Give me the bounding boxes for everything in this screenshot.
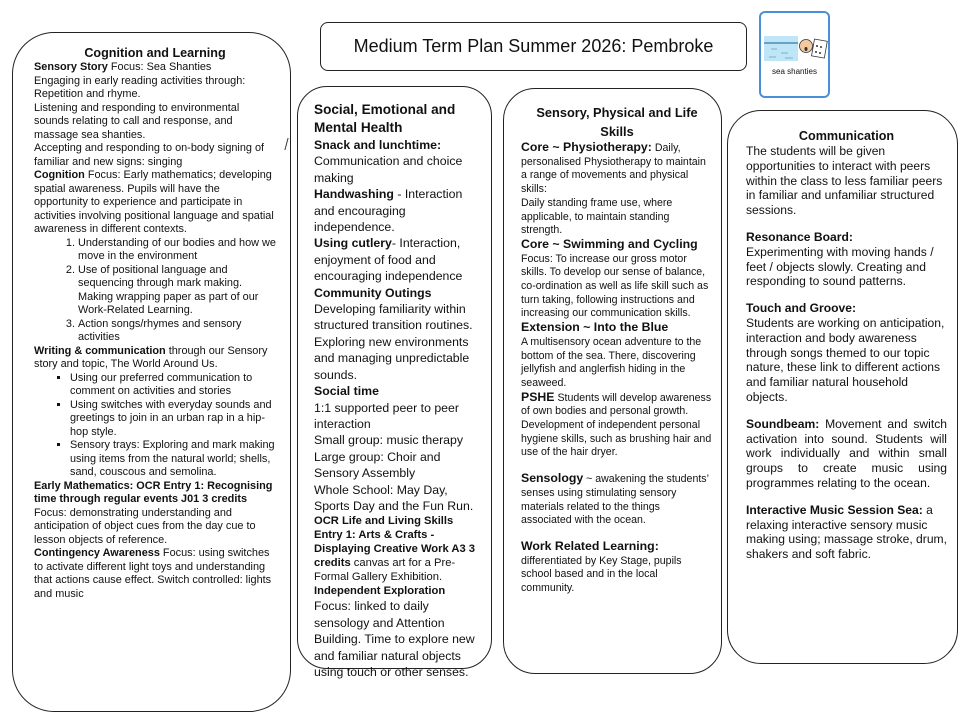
body-text: Students are working on anticipation, interaction and body awareness through songs themed to our topic nature, these link to different actions and familiar natural household objects. (746, 315, 945, 404)
list-item: 3. Action songs/rhymes and sensory activities (78, 318, 276, 345)
paragraph (521, 141, 713, 197)
paragraph (746, 301, 947, 316)
paragraph (521, 238, 713, 253)
body-text: a relaxing interactive sensory music making using; massage stroke, drum, shakers and soft fabric. (746, 502, 947, 562)
heading-text: Using cutlery (314, 236, 392, 251)
heading-text: Social time (314, 384, 379, 399)
list-item: ▪ Using our preferred communication to comment on activities and stories (70, 372, 276, 399)
heading-text: Independent Exploration (314, 585, 446, 598)
body-text: Developing familiarity within structured transition routines. Exploring new environments and managing unpredictable sounds. (314, 302, 473, 382)
body-text: Daily standing frame use, where applicable, to maintain standing strength. (521, 196, 673, 237)
paragraph (314, 153, 483, 186)
paragraph (314, 235, 483, 284)
body-text: Development of independent personal hygiene skills, such as brushing hair and use of the hair dryer. (521, 419, 712, 459)
section-social-emotional-mental-health (297, 86, 492, 679)
heading-text: Sensology (521, 471, 584, 486)
section-communication (727, 110, 958, 664)
paragraph (521, 336, 713, 391)
body-text: Focus: To increase our gross motor skills. To develop our sense of balance, co-ordination as well as life skill such as turn taking, following instructions and increasing our communication skills. (521, 252, 709, 320)
paragraph (34, 547, 276, 601)
heading-text: Early Mathematics: OCR Entry 1: Recognising time through regular events J01 3 credits (34, 479, 273, 505)
body-text: Daily, personalised Physiotherapy to maintain a range of movements and physical skills: (521, 142, 706, 196)
paragraph (746, 417, 947, 491)
body-text: Focus: demonstrating understanding and anticipation of object cues from the day cue to lesson objects of reference. (34, 506, 256, 546)
body-text: Focus: linked to daily sensology and Attention Building. Time to explore new and familiar natural objects using touch or other senses. (314, 599, 475, 679)
body-text: Accepting and responding to on-body signing of familiar and new signs: singing (34, 142, 265, 168)
paragraph (314, 514, 483, 584)
paragraph (521, 253, 713, 322)
heading-text: Contingency Awareness (34, 547, 160, 559)
paragraph (314, 301, 483, 383)
paragraph (521, 555, 713, 596)
body-text: Listening and responding to environmental sounds relating to call and response, and massage sea shanties. (34, 101, 240, 141)
paragraph (746, 245, 947, 289)
bullet-list (34, 372, 276, 480)
section-title: Communication (798, 129, 895, 143)
paragraph (34, 61, 276, 75)
heading-text: Resonance Board: (746, 229, 853, 244)
list-item: 1. Understanding of our bodies and how we move in the environment (78, 237, 276, 264)
body-text: - Interaction, enjoyment of food and encouraging independence (314, 236, 463, 284)
section-title: Social, Emotional and Mental Health (314, 102, 456, 135)
body-text: Communication and choice making (314, 154, 463, 185)
paragraph (34, 345, 276, 372)
section-title: Cognition and Learning (84, 46, 226, 60)
body-text: A multisensory ocean adventure to the bottom of the sea. There, discovering jellyfish and anglerfish hiding in the seaweed. (521, 335, 702, 389)
body-text: Focus: Early mathematics; developing spatial awareness. Pupils will have the opportunity to experience and participate in activities involving positional language and spatial awareness in different contexts. (34, 169, 274, 235)
list-item: 2. Use of positional language and sequencing through mark making. Making wrapping paper as part of our Work-Related Learning. (78, 264, 276, 318)
list-item: ▪ Sensory trays: Exploring and mark making using items from the natural world; shells, sand, couscous and semolina. (70, 439, 276, 480)
paragraph (521, 419, 713, 460)
paragraph (521, 321, 713, 336)
heading-text: OCR Life and Living Skills Entry 1: Arts & Crafts - Displaying Creative Work A3 3 credits (314, 515, 476, 570)
paragraph (521, 391, 713, 419)
heading-text: Core ~ Swimming and Cycling (521, 236, 698, 251)
body-text: Focus: Sea Shanties (107, 61, 212, 73)
body-text: Small group: music therapy (314, 433, 463, 448)
heading-text: Touch and Groove: (746, 301, 856, 316)
body-text: ~ awakening the students’ senses using stimulating sensory materials related to the things associated with the ocean. (521, 473, 709, 527)
body-text: Large group: Choir and Sensory Assembly (314, 449, 441, 481)
paragraph (746, 144, 947, 218)
body-text: Experimenting with moving hands / feet / objects slowly. Creating and responding to sound patterns. (746, 244, 934, 289)
section-cognition-learning (12, 32, 291, 712)
heading-text: Snack and lunchtime: (314, 138, 442, 152)
paragraph (34, 480, 276, 548)
paragraph (314, 383, 483, 399)
paragraph (746, 230, 947, 245)
heading-text: PSHE (521, 389, 555, 404)
plan-title-box (320, 22, 747, 71)
spacer (746, 289, 947, 301)
spacer (746, 405, 947, 417)
paragraph (314, 400, 483, 433)
paragraph (34, 75, 276, 102)
paragraph (314, 137, 483, 153)
paragraph (34, 169, 276, 237)
heading-text: Cognition (34, 169, 85, 181)
body-text: Whole School: May Day, Sports Day and the Fun Run. (314, 482, 474, 513)
paragraph (314, 186, 483, 235)
paragraph (521, 540, 713, 555)
body-text: Engaging in early reading activities through: Repetition and rhyme. (34, 74, 246, 100)
body-text: - Interaction and encouraging independence. (314, 187, 463, 235)
paragraph (314, 449, 483, 482)
section-sensory-physical-life-skills (503, 88, 722, 674)
list-item: ▪ Using switches with everyday sounds and greetings to join in an urban rap in a hip-hop style. (70, 399, 276, 440)
heading-text: Community Outings (314, 285, 432, 300)
body-text: Focus: using switches to activate different light toys and understanding that actions cause effect. Switch controlled: lights and music (34, 547, 272, 600)
sea-shanties-logo (759, 11, 830, 98)
paragraph (314, 285, 483, 301)
body-text: The students will be given opportunities to interact with peers within the class to less familiar peers in familiar and unfamiliar structured sessions. (746, 144, 943, 218)
spacer (746, 218, 947, 230)
sea-shanties-icon (761, 13, 828, 67)
heading-text: Writing & communication (34, 344, 166, 357)
paragraph (521, 472, 713, 528)
body-text: 1:1 supported peer to peer interaction (314, 400, 459, 431)
body-text: Students will develop awareness of own bodies and personal growth. (521, 391, 712, 418)
paragraph (746, 316, 947, 405)
heading-text: Interactive Music Session Sea: (746, 502, 923, 517)
body-text: Movement and switch activation into sound. Students will work individually and within small groups to create music using programmes relating to the ocean. (746, 416, 947, 490)
heading-text: Extension ~ Into the Blue (521, 320, 669, 335)
heading-text: Core ~ Physiotherapy: (521, 140, 652, 154)
paragraph (314, 482, 483, 515)
numbered-list (34, 237, 276, 345)
heading-text: Soundbeam: (746, 416, 820, 431)
spacer (746, 491, 947, 503)
paragraph (34, 102, 276, 143)
logo-caption: sea shanties (772, 67, 817, 76)
plan-title: Medium Term Plan Summer 2026: Pembroke (353, 36, 714, 56)
body-text: canvas art for a Pre-Formal Gallery Exhibition. (314, 557, 456, 584)
heading-text: Handwashing (314, 187, 394, 202)
paragraph (314, 432, 483, 448)
section-title: Sensory, Physical and Life Skills (536, 105, 698, 139)
paragraph (34, 142, 276, 169)
paragraph (746, 503, 947, 562)
paragraph (314, 584, 483, 598)
paragraph (521, 197, 713, 238)
body-text: differentiated by Key Stage, pupils school based and in the local community. (521, 554, 682, 595)
heading-text: Sensory Story (34, 61, 108, 73)
paragraph (314, 598, 483, 680)
heading-text: Work Related Learning: (521, 538, 659, 553)
body-text: through our Sensory story and topic, The World Around Us. (34, 344, 268, 370)
